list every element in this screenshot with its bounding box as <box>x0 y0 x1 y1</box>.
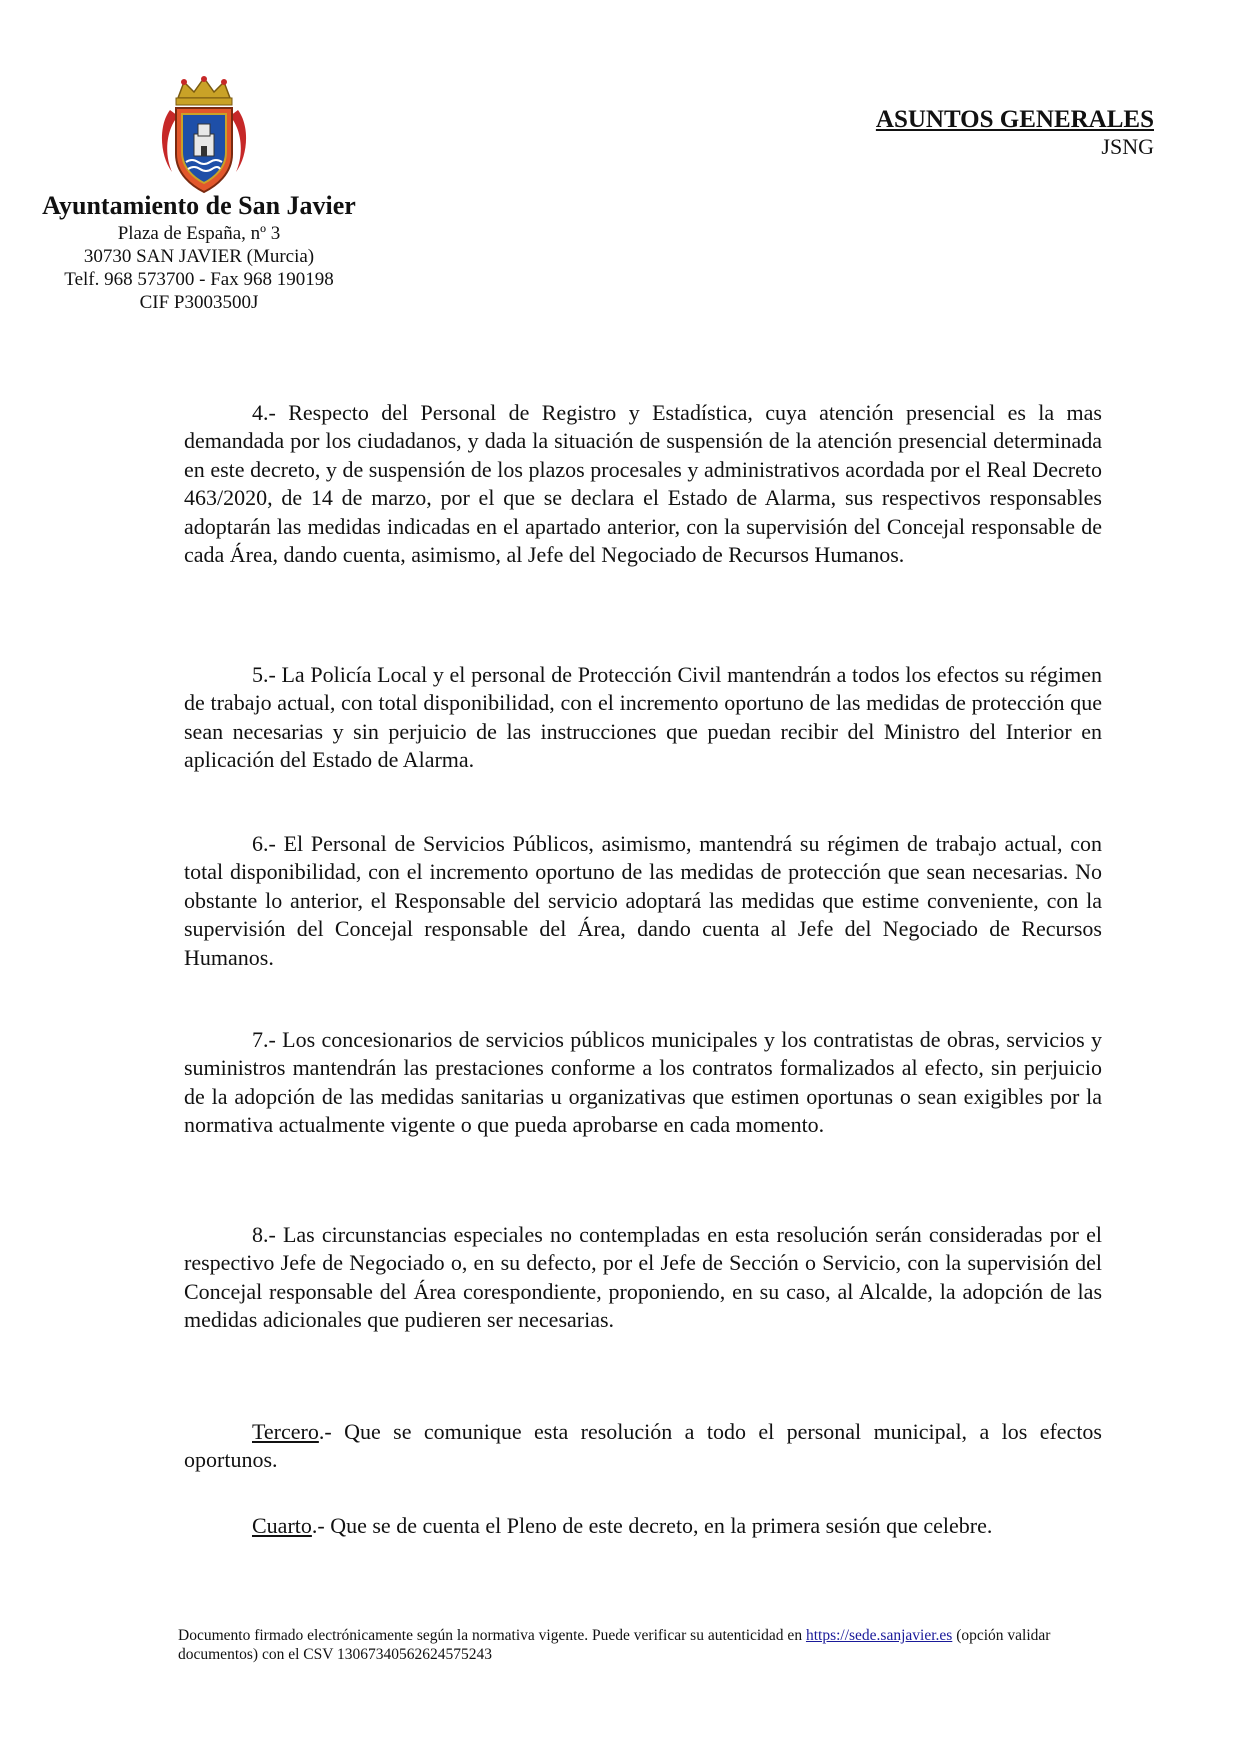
paragraph-text: 8.- Las circunstancias especiales no contempladas en esta resolución serán consideradas por el respectivo Jefe de Negociado o, en su defecto, por el Jefe de Sección o Servicio, con la supervisión del Concejal responsable del Área corespondiente, proponiendo, en su caso, al Alcalde, la adopción de las medidas adicionales que pudieren ser necesarias. <box>184 1222 1102 1333</box>
paragraph-lead: Cuarto <box>252 1513 312 1538</box>
department-title: ASUNTOS GENERALES <box>875 106 1154 133</box>
paragraph-cuarto <box>184 1512 1102 1540</box>
paragraph-7 <box>184 1026 1102 1140</box>
address-line: Plaza de España, nº 3 <box>117 223 281 244</box>
organization-block <box>24 190 374 314</box>
coat-of-arms-icon <box>158 76 250 196</box>
paragraph-8 <box>184 1221 1102 1335</box>
footer-text: Documento firmado electrónicamente según la normativa vigente. Puede verificar su autenticidad en <box>178 1627 806 1644</box>
paragraph-text: .- Que se comunique esta resolución a todo el personal municipal, a los efectos oportunos. <box>184 1419 1102 1473</box>
organization-name: Ayuntamiento de San Javier <box>42 191 356 220</box>
paragraph-5 <box>184 661 1102 775</box>
paragraph-4 <box>184 399 1102 569</box>
footer-text: (opción validar documentos) con el CSV 13067340562624575243 <box>178 1627 1051 1663</box>
paragraph-text: 7.- Los concesionarios de servicios públicos municipales y los contratistas de obras, servicios y suministros mantendrán las prestaciones conforme a los contratos formalizados al efecto, sin perjuicio de la adopción de las medidas sanitarias u organizativas que estimen oportunas o sean exigibles por la normativa actualmente vigente o que pueda aprobarse en cada momento. <box>184 1027 1102 1138</box>
address-line: CIF P3003500J <box>139 292 259 313</box>
address-line: 30730 SAN JAVIER (Murcia) <box>83 246 315 267</box>
verification-link[interactable]: https://sede.sanjavier.es <box>805 1627 953 1644</box>
signature-footer <box>178 1626 1088 1664</box>
paragraph-tercero <box>184 1418 1102 1475</box>
department-code: JSNG <box>1101 134 1154 159</box>
paragraph-lead: Tercero <box>252 1419 319 1444</box>
paragraph-text: 6.- El Personal de Servicios Públicos, asimismo, mantendrá su régimen de trabajo actual, con total disponibilidad, con el incremento oportuno de las medidas de protección que sean necesarias. No obstante lo anterior, el Responsable del servicio adoptará las medidas que estime conveniente, con la supervisión del Concejal responsable del Área, dando cuenta al Jefe del Negociado de Recursos Humanos. <box>184 831 1102 970</box>
paragraph-text: 4.- Respecto del Personal de Registro y Estadística, cuya atención presencial es la mas demandada por los ciudadanos, y dada la situación de suspensión de la atención presencial determinada en este decreto, y de suspensión de los plazos procesales y administrativos acordada por el Real Decreto 463/2020, de 14 de marzo, por el que se declara el Estado de Alarma, sus respectivos responsables adoptarán las medidas indicadas en el apartado anterior, con la supervisión del Concejal responsable de cada Área, dando cuenta, asimismo, al Jefe del Negociado de Recursos Humanos. <box>184 400 1102 568</box>
department-block <box>876 106 1154 160</box>
paragraph-6 <box>184 830 1102 972</box>
paragraph-text: .- Que se de cuenta el Pleno de este decreto, en la primera sesión que celebre. <box>311 1513 993 1538</box>
address-line: Telf. 968 573700 - Fax 968 190198 <box>64 269 334 290</box>
paragraph-text: 5.- La Policía Local y el personal de Protección Civil mantendrán a todos los efectos su régimen de trabajo actual, con total disponibilidad, con el incremento oportuno de las medidas de protección que sean necesarias y sin perjuicio de las instrucciones que puedan recibir del Ministro del Interior en aplicación del Estado de Alarma. <box>184 662 1102 773</box>
